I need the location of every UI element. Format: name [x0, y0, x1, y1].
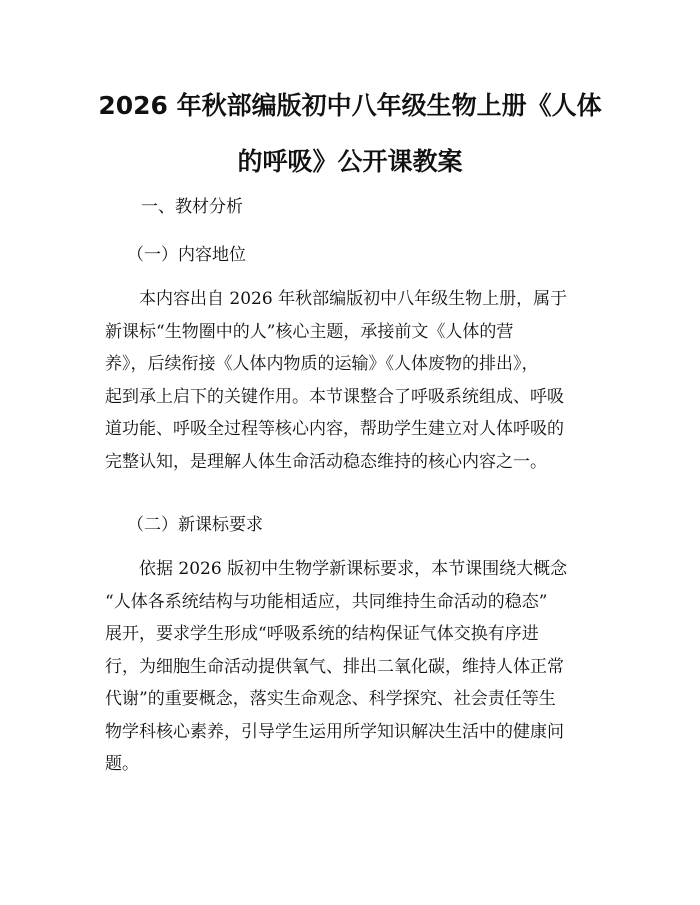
paragraph-line: 依据 2026 版初中生物学新课标要求，本节课围绕大概念 — [139, 559, 568, 579]
paragraph-line: 完整认知，是理解人体生命活动稳态维持的核心内容之一。 — [105, 451, 547, 472]
paragraph-line: 代谢”的重要概念，落实生命观念、科学探究、社会责任等生 — [105, 689, 556, 709]
paragraph-line: 行，为细胞生命活动提供氧气、排出二氧化碳，维持人体正常 — [105, 656, 564, 677]
paragraph-line: 本内容出自 2026 年秋部编版初中八年级生物上册，属于 — [139, 289, 568, 309]
subsection-heading-curriculum: （二）新课标要求 — [127, 515, 263, 535]
title-line-2: 的呼吸》公开课教案 — [237, 147, 463, 176]
paragraph-curriculum — [105, 553, 605, 781]
paragraph-line: 起到承上启下的关键作用。本节课整合了呼吸系统组成、呼吸 — [105, 386, 564, 407]
paragraph-line: “人体各系统结构与功能相适应，共同维持生命活动的稳态” — [105, 591, 548, 612]
paragraph-line: 物学科核心素养，引导学生运用所学知识解决生活中的健康问 — [105, 721, 564, 742]
paragraph-line: 新课标“生物圈中的人”核心主题，承接前文《人体的营 — [105, 321, 514, 342]
paragraph-line: 展开，要求学生形成“呼吸系统的结构保证气体交换有序进 — [105, 624, 539, 644]
paragraph-content-position — [105, 283, 605, 478]
paragraph-line: 养》，后续衔接《人体内物质的运输》《人体废物的排出》， — [105, 354, 539, 374]
subsection-heading-content-position: （一）内容地位 — [127, 245, 246, 265]
title-line-1: 2026 年秋部编版初中八年级生物上册《人体 — [98, 91, 602, 120]
paragraph-line: 道功能、呼吸全过程等核心内容，帮助学生建立对人体呼吸的 — [105, 419, 564, 439]
section-heading: 一、教材分析 — [141, 197, 243, 217]
paragraph-line: 题。 — [105, 754, 139, 774]
document-title — [90, 78, 610, 190]
